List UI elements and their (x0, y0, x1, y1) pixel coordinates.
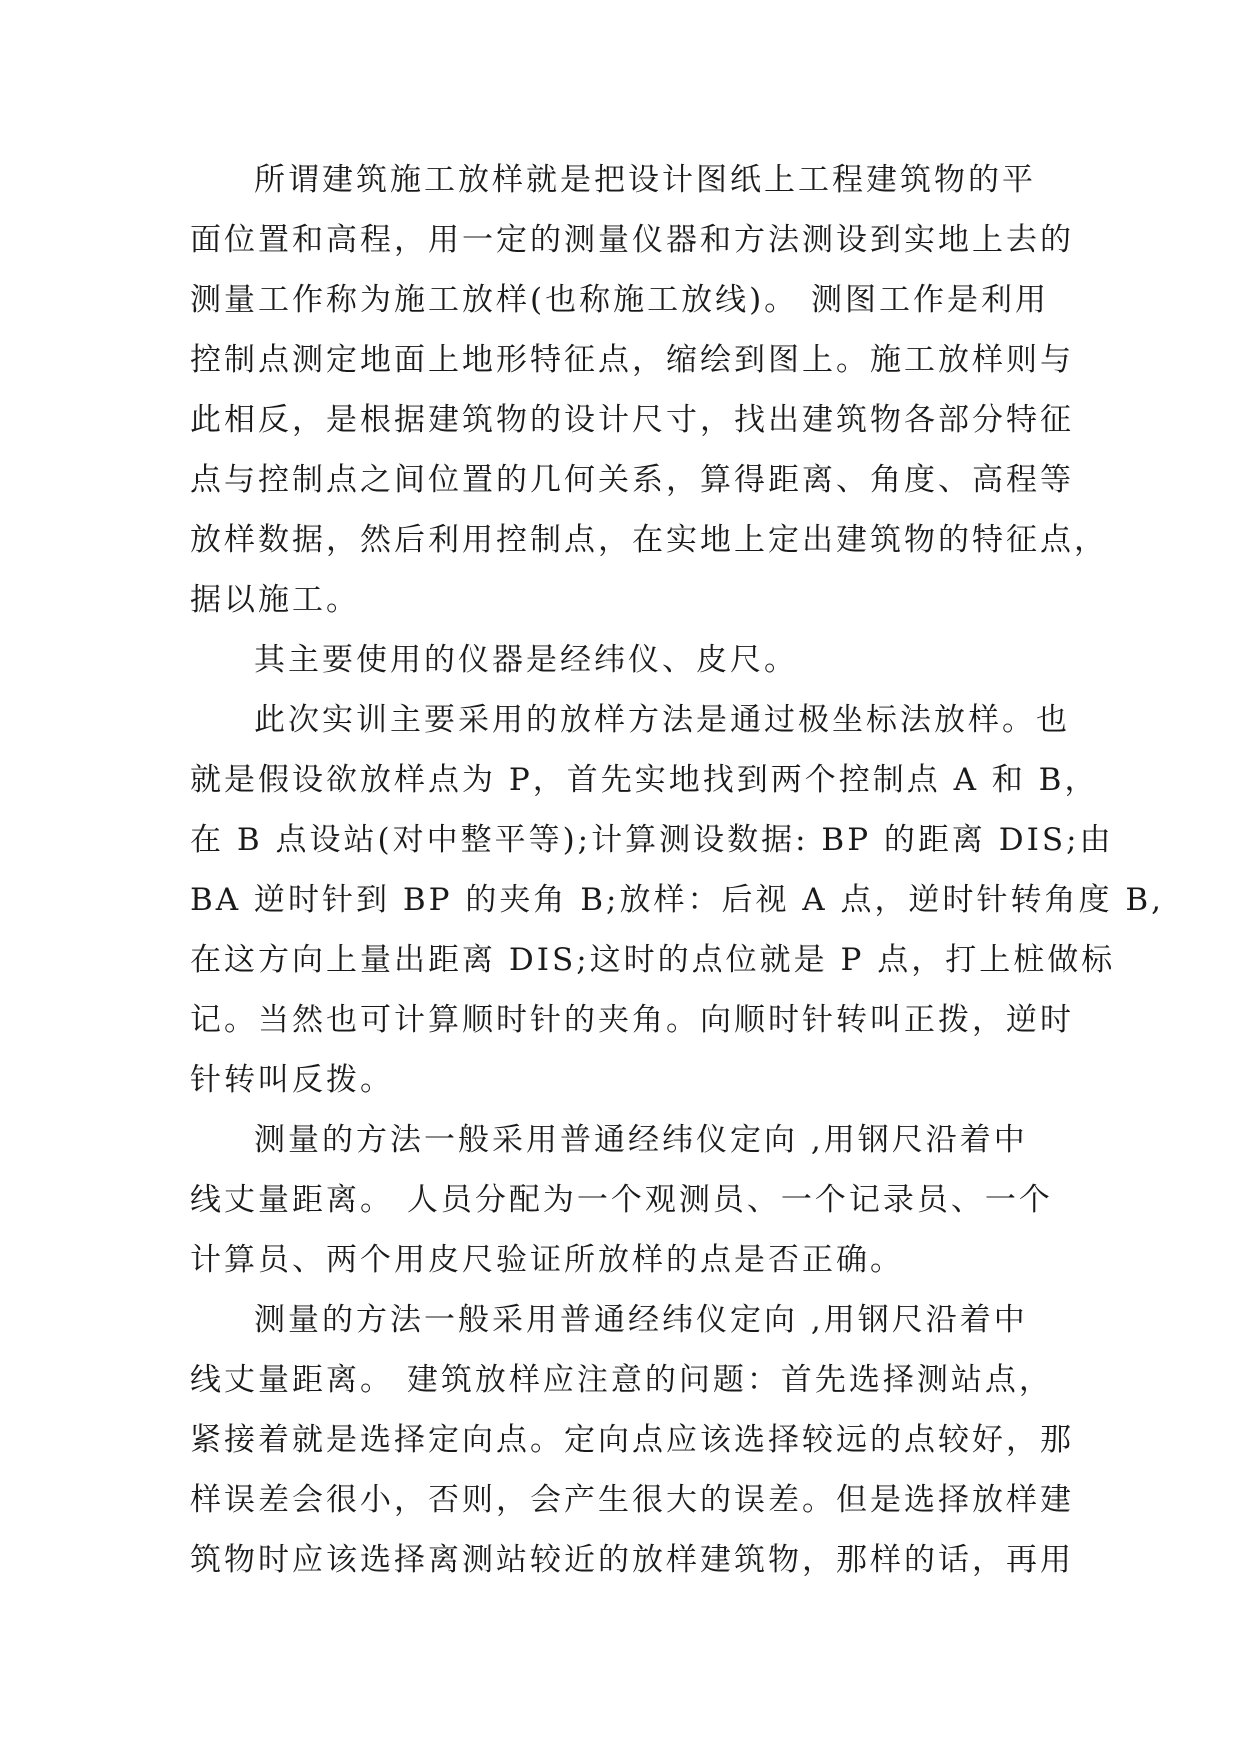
text-line: 据以施工。 (190, 582, 360, 618)
text-line: 此相反，是根据建筑物的设计尺寸，找出建筑物各部分特征 (190, 402, 1074, 438)
paragraph-3 (190, 690, 1165, 1110)
text-line: 筑物时应该选择离测站较近的放样建筑物，那样的话，再用 (190, 1542, 1074, 1578)
text-line: 点与控制点之间位置的几何关系，算得距离、角度、高程等 (190, 462, 1074, 498)
text-line: 在这方向上量出距离 DIS;这时的点位就是 P 点，打上桩做标 (190, 942, 1116, 978)
text-line: 样误差会很小，否则，会产生很大的误差。但是选择放样建 (190, 1482, 1074, 1518)
text-line: 线丈量距离。 建筑放样应注意的问题：首先选择测站点， (190, 1362, 1053, 1398)
text-line: 紧接着就是选择定向点。定向点应该选择较远的点较好，那 (190, 1422, 1074, 1458)
paragraph-5 (190, 1290, 1074, 1590)
text-line: 测量工作称为施工放样(也称施工放线)。 测图工作是利用 (190, 282, 1050, 318)
text-line: 针转叫反拨。 (190, 1062, 394, 1098)
text-line: 记。当然也可计算顺时针的夹角。向顺时针转叫正拨，逆时 (190, 1002, 1074, 1038)
text-line: 面位置和高程，用一定的测量仪器和方法测设到实地上去的 (190, 222, 1074, 258)
text-line: 在 B 点设站(对中整平等);计算测设数据: BP 的距离 DIS;由 (190, 822, 1114, 858)
text-line: 线丈量距离。 人员分配为一个观测员、一个记录员、一个 (190, 1182, 1053, 1218)
text-line: BA 逆时针到 BP 的夹角 B;放样：后视 A 点，逆时针转角度 B, (190, 882, 1165, 918)
text-line: 控制点测定地面上地形特征点，缩绘到图上。施工放样则与 (190, 342, 1074, 378)
text-line: 计算员、两个用皮尺验证所放样的点是否正确。 (190, 1242, 904, 1278)
paragraph-4 (190, 1110, 1060, 1290)
text-line: 其主要使用的仪器是经纬仪、皮尺。 (254, 642, 798, 678)
text-line: 所谓建筑施工放样就是把设计图纸上工程建筑物的平 (254, 162, 1036, 198)
paragraph-1 (190, 150, 1108, 630)
text-line: 此次实训主要采用的放样方法是通过极坐标法放样。也 (254, 702, 1070, 738)
text-line: 测量的方法一般采用普通经纬仪定向 ,用钢尺沿着中 (254, 1302, 1028, 1338)
paragraph-2 (190, 630, 1060, 690)
text-line: 就是假设欲放样点为 P，首先实地找到两个控制点 A 和 B， (190, 762, 1099, 798)
text-line: 放样数据，然后利用控制点，在实地上定出建筑物的特征点， (190, 522, 1108, 558)
text-line: 测量的方法一般采用普通经纬仪定向 ,用钢尺沿着中 (254, 1122, 1028, 1158)
document-body (190, 150, 1165, 1590)
